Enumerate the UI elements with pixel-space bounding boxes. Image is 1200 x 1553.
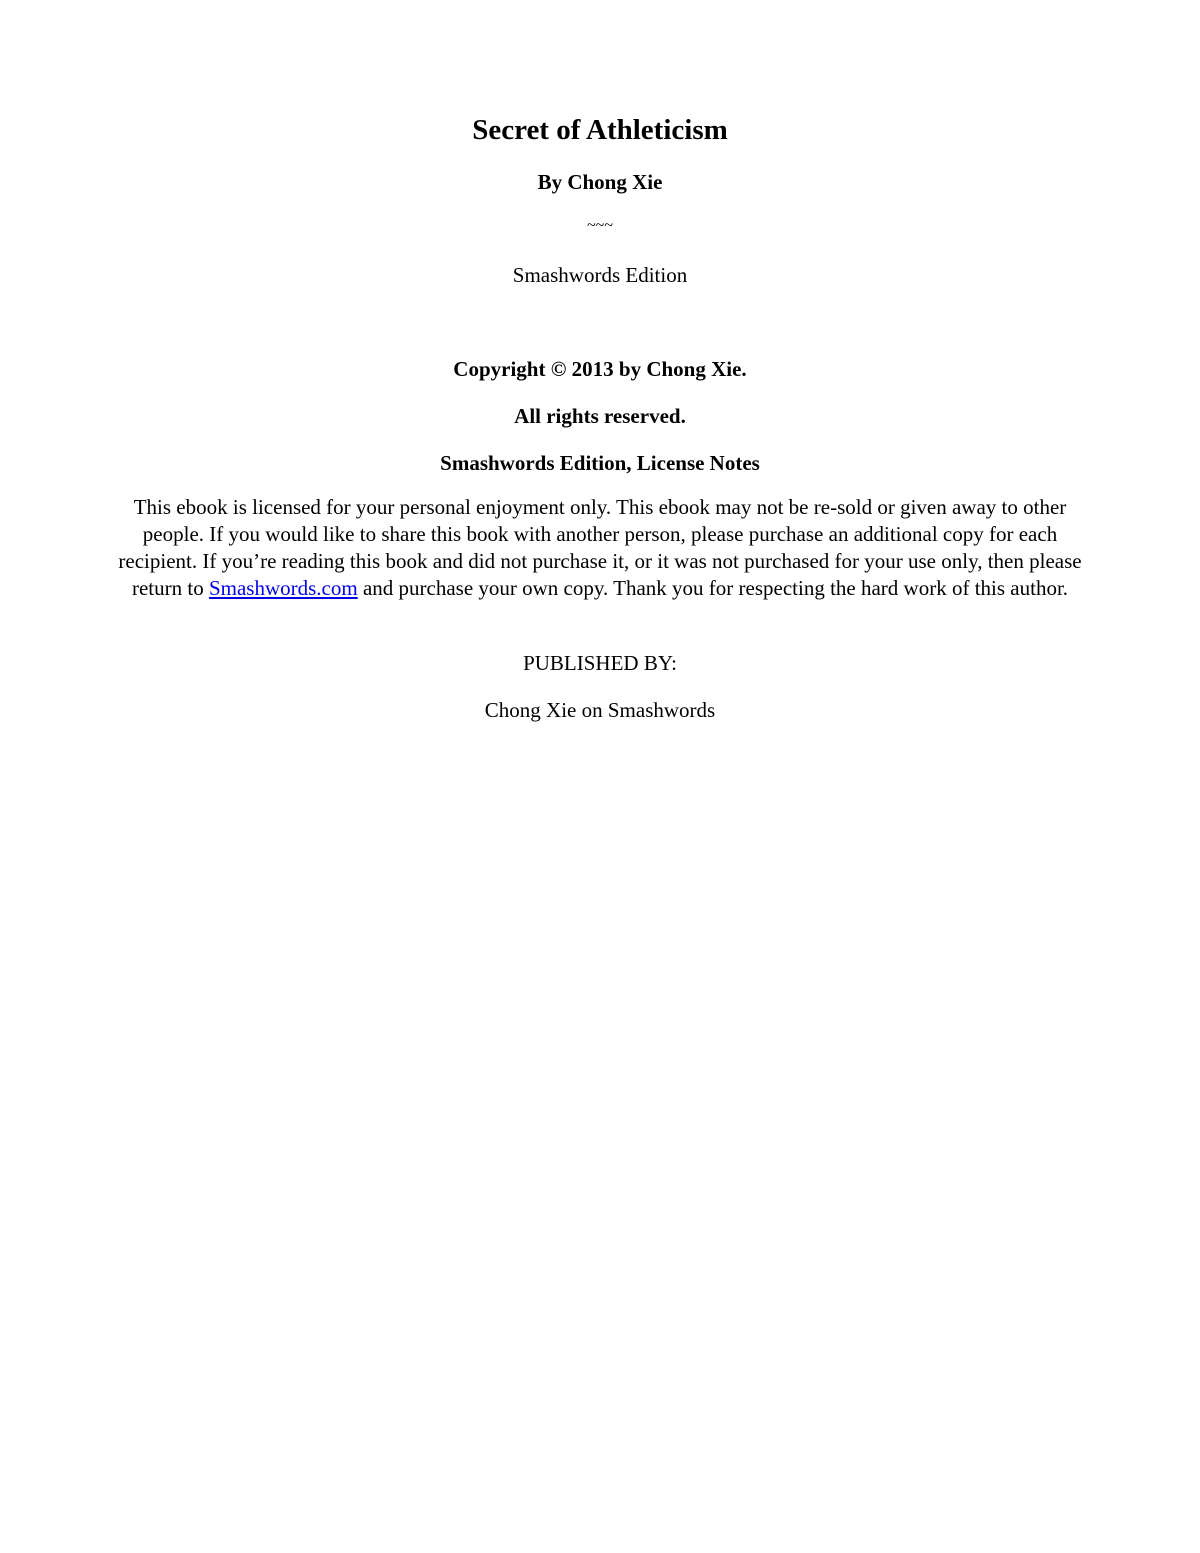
license-heading: Smashwords Edition, License Notes (440, 451, 760, 475)
rights-reserved: All rights reserved. (514, 404, 686, 428)
license-text-after-link: and purchase your own copy. Thank you for respecting the hard work of this author. (362, 576, 1069, 600)
copyright-notice: Copyright © 2013 by Chong Xie. (453, 357, 747, 381)
section-separator: ~~~ (587, 217, 613, 234)
edition-label: Smashwords Edition (512, 263, 688, 287)
smashwords-link[interactable]: Smashwords.com (208, 576, 358, 600)
publisher-name: Chong Xie on Smashwords (484, 698, 716, 722)
book-title: Secret of Athleticism (472, 114, 728, 146)
license-paragraph (110, 494, 1090, 602)
published-by-label: PUBLISHED BY: (523, 651, 677, 675)
author-byline: By Chong Xie (537, 170, 663, 194)
license-text-before-link: This ebook is licensed for your personal enjoyment only. This ebook may not be re-sold or given away to other people. If you would like to share this book with another person, please purchase an additional copy for each recipient. If you’re reading this book and did not purchase it, or it was not purchased for your use only, then please return to (118, 495, 1082, 600)
